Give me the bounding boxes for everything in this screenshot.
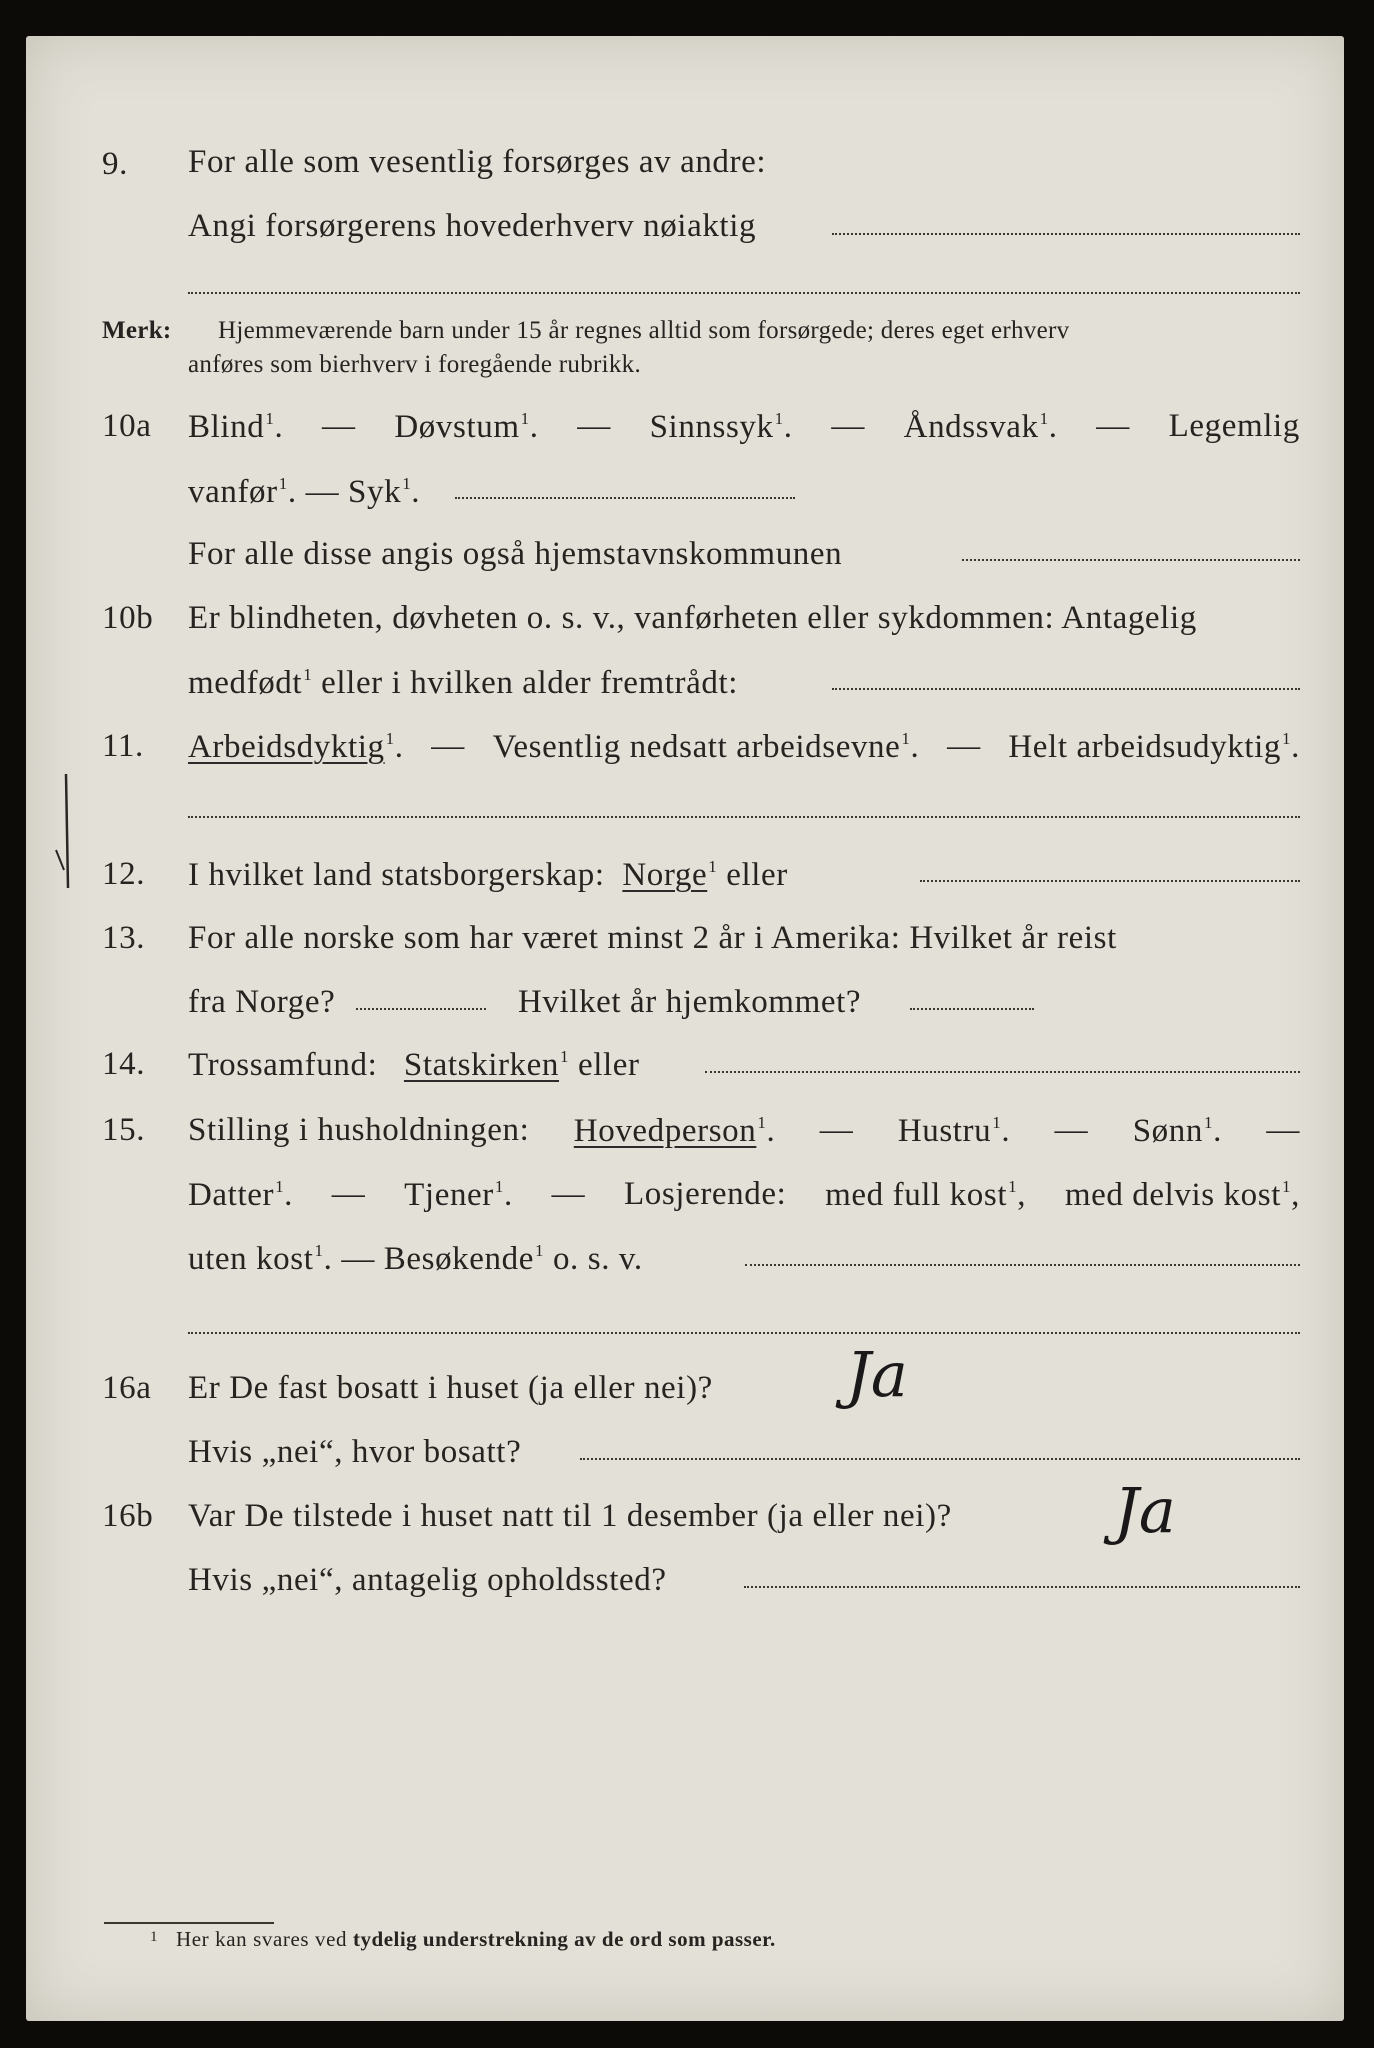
dash: — bbox=[1054, 1112, 1089, 1148]
dash: — bbox=[322, 408, 356, 444]
q14-number: 14. bbox=[102, 1046, 146, 1082]
q13-line2a: fra Norge? bbox=[188, 984, 336, 1020]
q16b-line2: Hvis „nei“, antagelig opholdssted? bbox=[188, 1562, 667, 1598]
opt-legemlig[interactable]: Legemlig bbox=[1168, 408, 1300, 444]
opt-hustru[interactable]: Hustru$^1$. bbox=[897, 1113, 1011, 1149]
dash: — bbox=[431, 728, 465, 764]
q15-osv: o. s. v. bbox=[552, 1241, 643, 1277]
opt-delvis-kost[interactable]: med delvis kost$^1$, bbox=[1064, 1177, 1300, 1213]
opt-medfodt[interactable]: medfødt$^1$ bbox=[188, 665, 313, 701]
q12-land-field[interactable] bbox=[920, 880, 1300, 882]
opt-dovstum[interactable]: Døvstum$^1$. bbox=[394, 409, 539, 445]
opt-full-kost[interactable]: med full kost$^1$, bbox=[825, 1177, 1027, 1213]
q9-answer-field[interactable] bbox=[832, 233, 1300, 235]
q10b-alder-field[interactable] bbox=[832, 688, 1300, 690]
opt-helt-arbeidsudyktig[interactable]: Helt arbeidsudyktig$^1$. bbox=[1008, 729, 1300, 765]
q12-number: 12. bbox=[102, 856, 146, 892]
q10a-line3: For alle disse angis også hjemstavnskommunen bbox=[188, 536, 843, 572]
q9-answer-line2[interactable] bbox=[188, 292, 1300, 294]
footnote-marker: 1 bbox=[150, 1929, 159, 1945]
q15-row3 bbox=[188, 1242, 643, 1276]
q13-reist-field[interactable] bbox=[356, 1008, 486, 1010]
opt-arbeidsdyktig[interactable]: Arbeidsdyktig$^1$. bbox=[188, 729, 404, 765]
q14-suffix: eller bbox=[577, 1047, 640, 1083]
q12-prefix: I hvilket land statsborgerskap: bbox=[188, 857, 605, 893]
opt-uten-kost[interactable]: uten kost$^1$. bbox=[188, 1241, 333, 1277]
q10b-number: 10b bbox=[102, 600, 154, 636]
merk-line2: anføres som bierhverv i foregående rubrikk. bbox=[188, 351, 642, 378]
opt-norge[interactable]: Norge$^1$ bbox=[622, 857, 718, 893]
q9-line2: Angi forsørgerens hovederhverv nøiaktig bbox=[188, 208, 757, 244]
dash: — bbox=[1266, 1112, 1300, 1148]
dash: — bbox=[1096, 408, 1130, 444]
q16b-handwritten-answer[interactable]: Ja bbox=[1114, 1474, 1176, 1547]
dash: — bbox=[331, 1176, 366, 1212]
opt-sonn[interactable]: Sønn$^1$. bbox=[1132, 1113, 1222, 1149]
opt-vanfor[interactable]: vanfør$^1$. bbox=[188, 474, 297, 510]
q16b-line1: Var De tilstede i huset natt til 1 desember (ja eller nei)? bbox=[188, 1498, 952, 1534]
q13-line1: For alle norske som har været minst 2 år i Amerika: Hvilket år reist bbox=[188, 920, 1117, 956]
q10b-line1: Er blindheten, døvheten o. s. v., vanførheten eller sykdommen: Antagelig bbox=[188, 600, 1197, 636]
q13-number: 13. bbox=[102, 920, 146, 956]
q10a-number: 10a bbox=[102, 408, 152, 444]
q15-number: 15. bbox=[102, 1112, 146, 1148]
dash: — bbox=[831, 408, 865, 444]
q16a-line1: Er De fast bosatt i huset (ja eller nei)? bbox=[188, 1370, 713, 1406]
dash: — bbox=[305, 474, 340, 510]
q13-line2b: Hvilket år hjemkommet? bbox=[518, 984, 862, 1020]
opt-blind[interactable]: Blind$^1$. bbox=[188, 409, 284, 445]
q11-options-row bbox=[188, 730, 1300, 764]
q16b-opholdssted-field[interactable] bbox=[744, 1586, 1300, 1588]
q9-line1: For alle som vesentlig forsørges av andre: bbox=[188, 144, 767, 180]
dash: — bbox=[551, 1176, 586, 1212]
q11-number: 11. bbox=[102, 728, 144, 764]
q15-answer-line[interactable] bbox=[188, 1332, 1300, 1334]
q16b-number: 16b bbox=[102, 1498, 154, 1534]
q9-number: 9. bbox=[102, 146, 128, 182]
q15-row2 bbox=[188, 1178, 1300, 1212]
margin-check-mark bbox=[52, 770, 82, 900]
opt-besokende[interactable]: Besøkende$^1$ bbox=[383, 1241, 545, 1277]
dash: — bbox=[341, 1241, 375, 1277]
merk-label: Merk: bbox=[102, 317, 172, 344]
footnote-rule bbox=[104, 1922, 274, 1924]
q14-trossamfund-field[interactable] bbox=[705, 1071, 1300, 1073]
opt-syk[interactable]: Syk$^1$. bbox=[348, 474, 421, 510]
opt-sinnssyk[interactable]: Sinnssyk$^1$. bbox=[649, 409, 793, 445]
q10a-options-row bbox=[188, 410, 1300, 444]
q16a-bosatt-field[interactable] bbox=[580, 1458, 1300, 1460]
q15-losjerende: Losjerende: bbox=[624, 1176, 787, 1212]
q16a-handwritten-answer[interactable]: Ja bbox=[846, 1338, 908, 1411]
opt-tjener[interactable]: Tjener$^1$. bbox=[404, 1177, 513, 1213]
q15-stilling-field[interactable] bbox=[745, 1264, 1300, 1266]
q10a-hjemstavn-field[interactable] bbox=[962, 559, 1300, 561]
q14-line bbox=[188, 1048, 640, 1082]
q15-prefix: Stilling i husholdningen: bbox=[188, 1112, 530, 1148]
q14-prefix: Trossamfund: bbox=[188, 1047, 378, 1083]
opt-nedsatt-arbeidsevne[interactable]: Vesentlig nedsatt arbeidsevne$^1$. bbox=[492, 729, 920, 765]
q10a-syk-field[interactable] bbox=[455, 497, 795, 499]
q12-line bbox=[188, 858, 788, 892]
q11-answer-line[interactable] bbox=[188, 816, 1300, 818]
dash: — bbox=[947, 728, 981, 764]
q10a-line2 bbox=[188, 475, 420, 509]
q12-suffix: eller bbox=[726, 857, 788, 893]
opt-datter[interactable]: Datter$^1$. bbox=[188, 1177, 294, 1213]
q16a-line2: Hvis „nei“, hvor bosatt? bbox=[188, 1434, 522, 1470]
dash: — bbox=[577, 408, 611, 444]
opt-statskirken[interactable]: Statskirken$^1$ bbox=[403, 1047, 570, 1083]
dash: — bbox=[819, 1112, 854, 1148]
merk-line1: Hjemmeværende barn under 15 år regnes alltid som forsørgede; deres eget erhverv bbox=[218, 317, 1070, 344]
q10b-line2 bbox=[188, 666, 738, 700]
footnote-text: Her kan svares ved tydelig understrekning av de ord som passer. bbox=[176, 1927, 776, 1951]
opt-hovedperson[interactable]: Hovedperson$^1$. bbox=[573, 1113, 776, 1149]
q15-row1 bbox=[188, 1114, 1300, 1148]
q16a-number: 16a bbox=[102, 1370, 152, 1406]
q13-hjemkommet-field[interactable] bbox=[910, 1008, 1034, 1010]
q10b-line2-rest: eller i hvilken alder fremtrådt: bbox=[321, 665, 739, 701]
opt-andssvak[interactable]: Åndssvak$^1$. bbox=[903, 409, 1058, 445]
